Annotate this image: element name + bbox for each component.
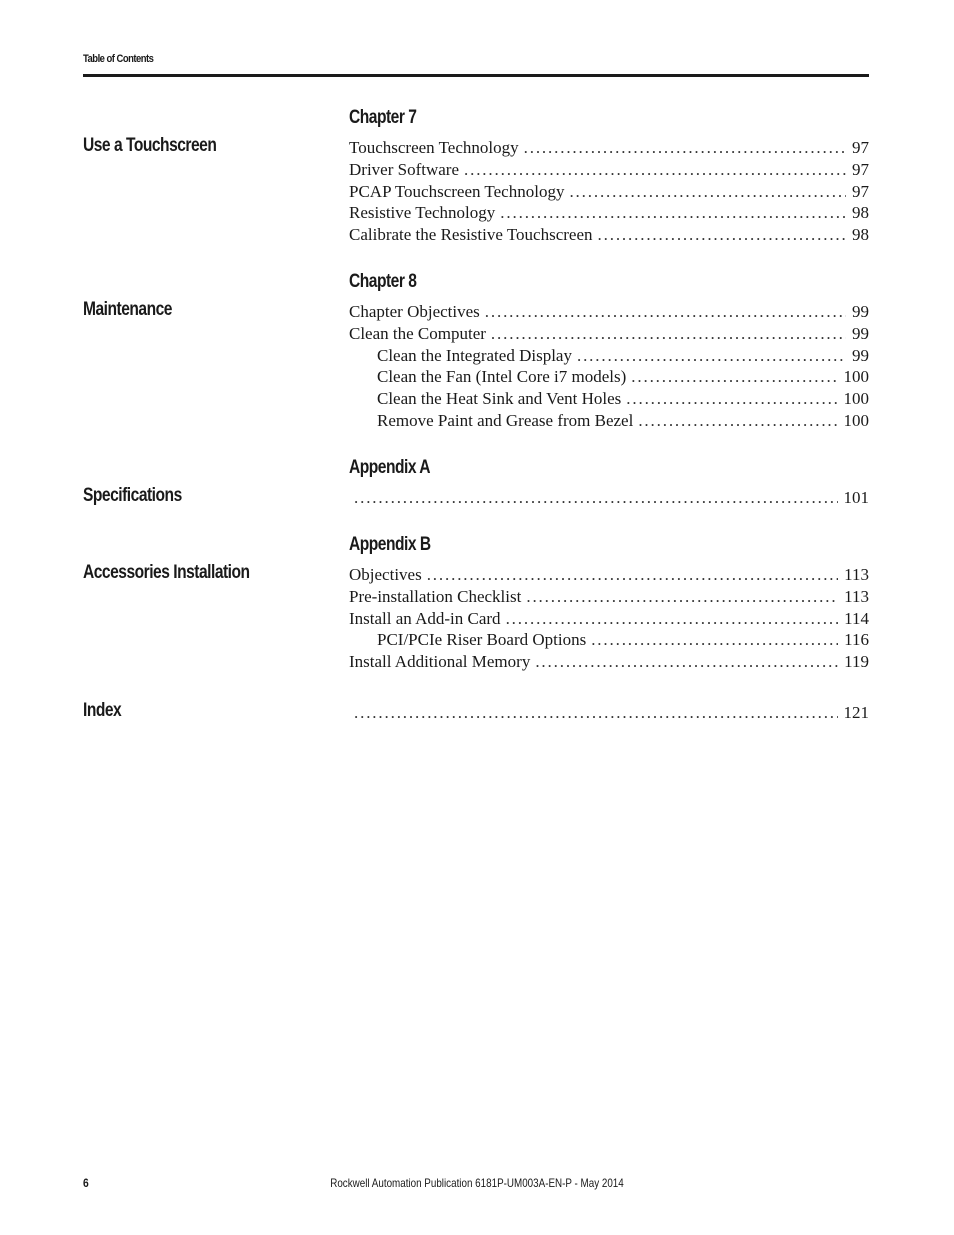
toc-entry[interactable] [349, 388, 869, 410]
toc-entry[interactable] [349, 608, 869, 630]
toc-entry-label: Calibrate the Resistive Touchscreen [349, 225, 593, 245]
toc-entry-list [349, 137, 869, 246]
dot-leader [535, 651, 838, 673]
chapter-heading: Chapter 7 [349, 107, 417, 128]
toc-entry[interactable] [349, 629, 869, 651]
dot-leader [569, 181, 846, 203]
toc-entry[interactable] [349, 181, 869, 203]
toc-entry-label: PCAP Touchscreen Technology [349, 181, 565, 201]
dot-leader [485, 301, 846, 323]
running-header: Table of Contents [83, 53, 154, 65]
toc-entry-list [349, 702, 869, 724]
section-title: Accessories Installation [83, 562, 250, 583]
toc-entry[interactable] [349, 564, 869, 586]
toc-entry-page: 121 [843, 703, 869, 722]
toc-entry[interactable] [349, 702, 869, 724]
toc-entry-label: Objectives [349, 565, 422, 584]
dot-leader [354, 487, 838, 509]
toc-entry-page: 98 [852, 203, 869, 223]
toc-entry-label: Chapter Objectives [349, 302, 480, 321]
chapter-heading: Chapter 8 [349, 271, 417, 292]
toc-entry-label: PCI/PCIe Riser Board Options [377, 630, 587, 650]
toc-entry[interactable] [349, 159, 869, 181]
toc-entry-page: 113 [844, 565, 869, 584]
toc-entry-page: 116 [844, 630, 869, 650]
section-title: Use a Touchscreen [83, 135, 217, 156]
toc-entry-page: 99 [852, 345, 869, 365]
toc-entry[interactable] [349, 366, 869, 388]
toc-entry-label: Driver Software [349, 159, 459, 179]
toc-entry-label: Remove Paint and Grease from Bezel [377, 410, 634, 430]
dot-leader [526, 586, 838, 608]
publication-footer: Rockwell Automation Publication 6181P-UM003A-EN-P - May 2014 [330, 1176, 624, 1190]
toc-entry-label: Clean the Fan (Intel Core i7 models) [377, 367, 627, 387]
toc-entry-page: 97 [852, 181, 869, 201]
dot-leader [464, 159, 846, 181]
dot-leader [427, 564, 838, 586]
dot-leader [626, 388, 837, 410]
toc-entry[interactable] [349, 586, 869, 608]
toc-entry-label: Clean the Computer [349, 323, 486, 343]
toc-entry[interactable] [349, 410, 869, 432]
header-rule [83, 74, 869, 77]
dot-leader [506, 608, 839, 630]
toc-entry-page: 119 [844, 652, 869, 672]
toc-entry-label: Touchscreen Technology [349, 138, 519, 157]
dot-leader [491, 323, 846, 345]
dot-leader [354, 702, 838, 724]
section-title: Specifications [83, 485, 182, 506]
toc-entry[interactable] [349, 323, 869, 345]
toc-entry-page: 100 [843, 410, 869, 430]
toc-entry-label: Resistive Technology [349, 203, 496, 223]
toc-entry-page: 113 [844, 586, 869, 606]
toc-entry[interactable] [349, 301, 869, 323]
section-title: Index [83, 700, 122, 721]
toc-entry-label: Pre-installation Checklist [349, 586, 522, 606]
toc-entry-label: Clean the Heat Sink and Vent Holes [377, 389, 622, 409]
toc-entry-page: 100 [843, 389, 869, 409]
section-title: Maintenance [83, 299, 172, 320]
toc-entry[interactable] [349, 224, 869, 246]
toc-entry-label: Install Additional Memory [349, 652, 531, 672]
page-number: 6 [83, 1176, 89, 1190]
toc-entry[interactable] [349, 487, 869, 509]
toc-entry-page: 97 [852, 138, 869, 157]
toc-entry-list [349, 487, 869, 509]
chapter-heading: Appendix B [349, 534, 431, 555]
toc-entry-list [349, 301, 869, 432]
toc-entry-label: Clean the Integrated Display [377, 345, 572, 365]
toc-entry[interactable] [349, 202, 869, 224]
dot-leader [524, 137, 846, 159]
toc-entry-page: 99 [852, 323, 869, 343]
toc-entry-page: 99 [852, 302, 869, 321]
toc-entry[interactable] [349, 137, 869, 159]
toc-entry[interactable] [349, 345, 869, 367]
toc-entry-list [349, 564, 869, 673]
toc-entry-page: 114 [844, 608, 869, 628]
dot-leader [500, 202, 846, 224]
toc-entry-page: 101 [843, 488, 869, 507]
dot-leader [638, 410, 837, 432]
dot-leader [577, 345, 846, 367]
toc-entry-label: Install an Add-in Card [349, 608, 501, 628]
toc-entry-page: 100 [843, 367, 869, 387]
toc-entry-page: 97 [852, 159, 869, 179]
toc-entry-page: 98 [852, 225, 869, 245]
dot-leader [598, 224, 846, 246]
toc-entry[interactable] [349, 651, 869, 673]
dot-leader [631, 366, 837, 388]
chapter-heading: Appendix A [349, 457, 431, 478]
dot-leader [591, 629, 838, 651]
